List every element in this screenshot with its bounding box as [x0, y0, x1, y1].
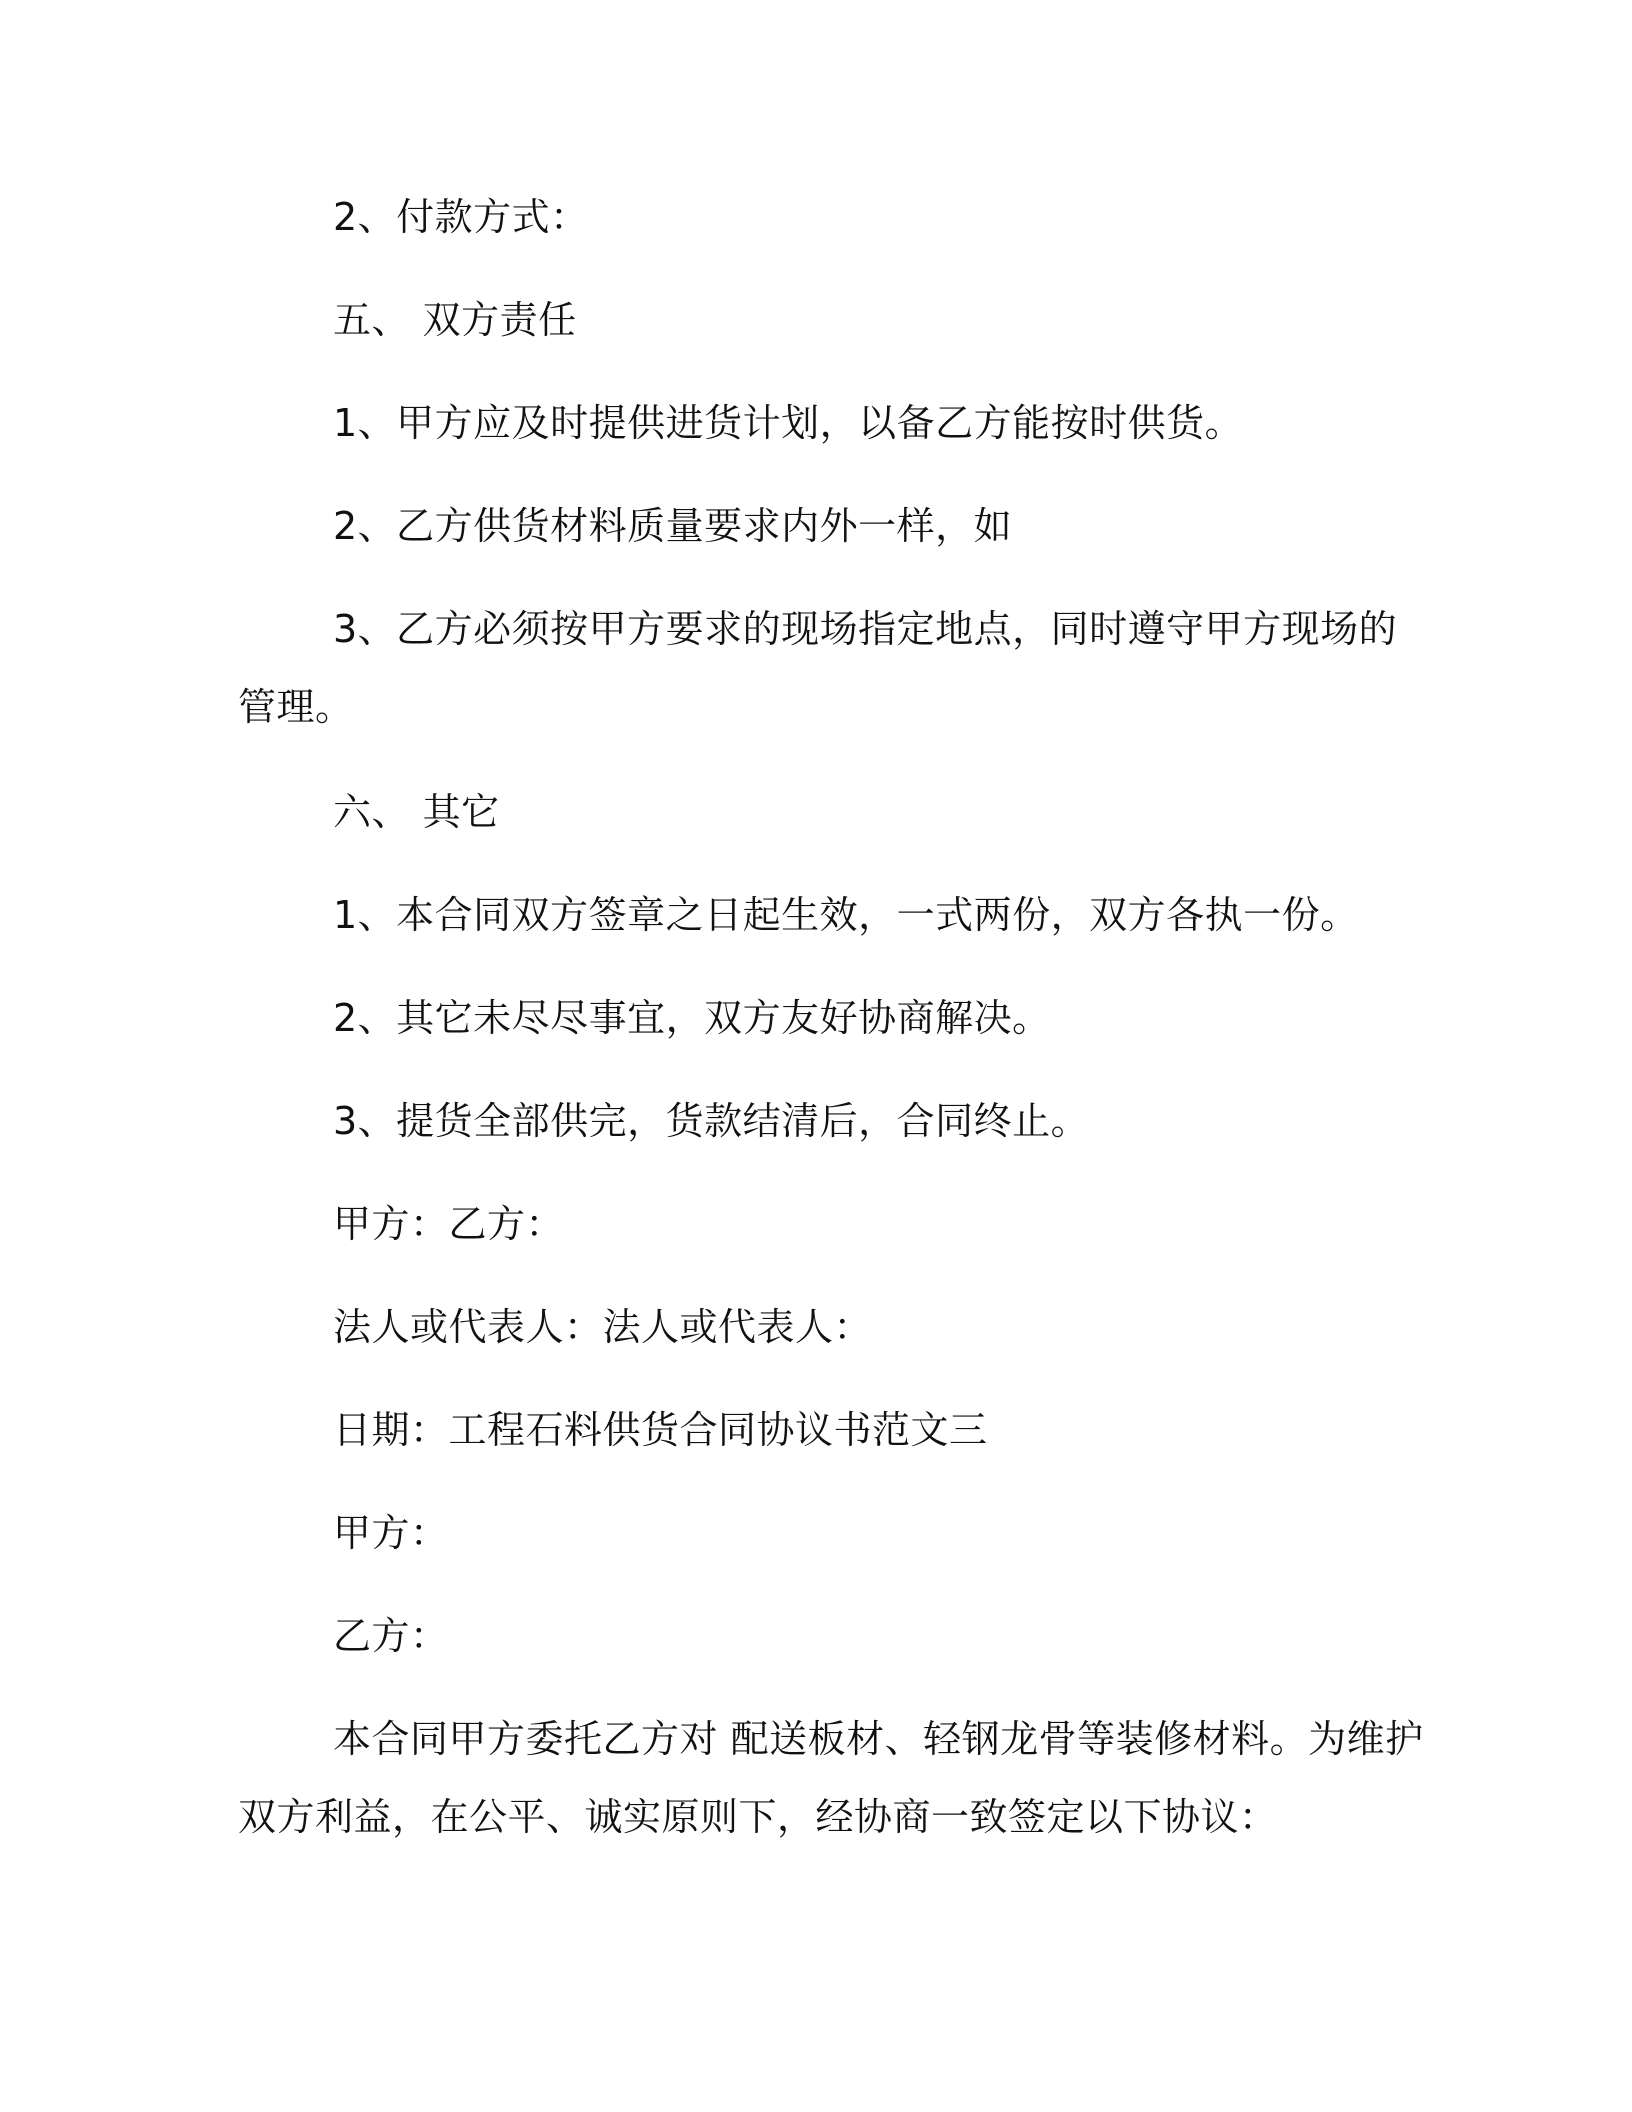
responsibility-item-3-continued: 管理。	[238, 685, 354, 729]
section-six-heading: 六、 其它	[333, 790, 500, 834]
agreement-intro-line-2: 双方利益，在公平、诚实原则下，经协商一致签定以下协议：	[238, 1795, 1278, 1839]
other-item-1: 1、本合同双方签章之日起生效，一式两份，双方各执一份。	[333, 893, 1359, 937]
agreement-intro-line-1: 本合同甲方委托乙方对 配送板材、轻钢龙骨等装修材料。为维护	[333, 1717, 1424, 1761]
party-signature-line: 甲方：乙方：	[333, 1202, 565, 1246]
payment-method-item: 2、付款方式：	[333, 195, 589, 239]
responsibility-item-1: 1、甲方应及时提供进货计划，以备乙方能按时供货。	[333, 401, 1244, 445]
date-line: 日期：工程石料供货合同协议书范文三	[333, 1408, 988, 1452]
responsibility-item-2: 2、乙方供货材料质量要求内外一样，如	[333, 504, 1013, 548]
other-item-2: 2、其它未尽尽事宜，双方友好协商解决。	[333, 996, 1051, 1040]
section-five-heading: 五、 双方责任	[333, 298, 577, 342]
other-item-3: 3、提货全部供完，货款结清后，合同终止。	[333, 1099, 1090, 1143]
party-a-line: 甲方：	[333, 1511, 449, 1555]
responsibility-item-3: 3、乙方必须按甲方要求的现场指定地点，同时遵守甲方现场的	[333, 607, 1398, 651]
representative-signature-line: 法人或代表人：法人或代表人：	[333, 1305, 873, 1349]
party-b-line: 乙方：	[333, 1614, 449, 1658]
